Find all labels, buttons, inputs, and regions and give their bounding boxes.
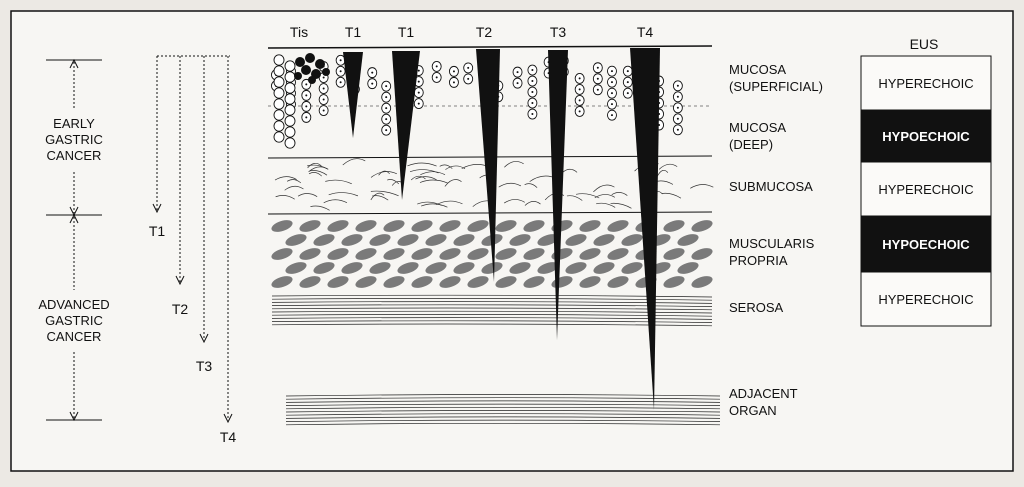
cell-nucleus (371, 72, 373, 74)
cell-nucleus (579, 77, 581, 79)
tumor-label-t1a: T1 (344, 24, 362, 40)
cell-nucleus (418, 92, 420, 94)
cell-nucleus (436, 65, 438, 67)
eus-title: EUS (909, 36, 939, 52)
cell-nucleus (385, 96, 387, 98)
cell-nucleus (611, 92, 613, 94)
cell-nucleus (385, 118, 387, 120)
cell-nucleus (579, 99, 581, 101)
tumor-label-t2: T2 (475, 24, 493, 40)
gland-cell (274, 132, 284, 142)
tumor-label-t4: T4 (636, 24, 654, 40)
cell-nucleus (385, 107, 387, 109)
gland-cell (274, 55, 284, 65)
cell-nucleus (305, 83, 307, 85)
cell-nucleus (453, 70, 455, 72)
cell-nucleus (418, 81, 420, 83)
cell-nucleus (677, 129, 679, 131)
layer-name-4b: PROPRIA (729, 253, 788, 268)
layer-name-5: SEROSA (729, 300, 784, 315)
cell-nucleus (627, 92, 629, 94)
cell-nucleus (305, 105, 307, 107)
layer-name-1b: (SUPERFICIAL) (729, 79, 823, 94)
cell-nucleus (597, 89, 599, 91)
gland-cell (285, 127, 295, 137)
cell-nucleus (436, 76, 438, 78)
cell-nucleus (611, 114, 613, 116)
gland-cell (274, 110, 284, 120)
cell-nucleus (611, 81, 613, 83)
eus-value-2: HYPOECHOIC (882, 129, 970, 144)
advanced-label-2: GASTRIC (45, 313, 103, 328)
cell-nucleus (531, 102, 533, 104)
gland-cell (285, 61, 295, 71)
gland-cell (274, 99, 284, 109)
gland-cell (285, 94, 295, 104)
gland-cell (285, 116, 295, 126)
cell-nucleus (579, 110, 581, 112)
tumor-label-tis: Tis (289, 24, 309, 40)
cell-nucleus (340, 59, 342, 61)
cell-nucleus (517, 82, 519, 84)
cell-nucleus (627, 70, 629, 72)
gland-cell (274, 66, 284, 76)
layer-name-4a: MUSCULARIS (729, 236, 815, 251)
adjacent-name-a: ADJACENT (729, 386, 798, 401)
layer-name-3: SUBMUCOSA (729, 179, 813, 194)
cell-nucleus (677, 118, 679, 120)
depth-label-t3: T3 (195, 358, 213, 374)
cell-nucleus (531, 91, 533, 93)
cell-nucleus (418, 70, 420, 72)
cell-nucleus (579, 88, 581, 90)
cell-nucleus (323, 88, 325, 90)
cell-nucleus (597, 67, 599, 69)
adjacent-name-b: ORGAN (729, 403, 777, 418)
gland-cell (274, 88, 284, 98)
depth-label-t1: T1 (148, 223, 166, 239)
gland-cell (274, 121, 284, 131)
layer-name-1a: MUCOSA (729, 62, 787, 77)
cell-nucleus (323, 77, 325, 79)
gland-cell (285, 72, 295, 82)
depth-label-t4: T4 (219, 429, 237, 445)
cell-nucleus (305, 94, 307, 96)
cell-nucleus (597, 78, 599, 80)
layer-name-2b: (DEEP) (729, 137, 774, 152)
early-label-1: EARLY (53, 116, 95, 131)
gland-cell (274, 77, 284, 87)
advanced-label-1: ADVANCED (38, 297, 110, 312)
advanced-label-3: CANCER (46, 329, 102, 344)
cell-nucleus (453, 81, 455, 83)
cell-nucleus (677, 85, 679, 87)
cell-nucleus (531, 80, 533, 82)
cell-nucleus (627, 81, 629, 83)
eus-value-1: HYPERECHOIC (878, 76, 974, 91)
cell-nucleus (305, 116, 307, 118)
cell-nucleus (611, 70, 613, 72)
eus-value-5: HYPERECHOIC (878, 292, 974, 307)
layer-name-2a: MUCOSA (729, 120, 787, 135)
gland-cell (285, 83, 295, 93)
cell-nucleus (340, 81, 342, 83)
cell-nucleus (677, 96, 679, 98)
early-label-3: CANCER (46, 148, 102, 163)
cell-nucleus (611, 103, 613, 105)
depth-label-t2: T2 (171, 301, 189, 317)
tumor-label-t3: T3 (549, 24, 567, 40)
eus-value-4: HYPOECHOIC (882, 237, 970, 252)
cell-nucleus (531, 113, 533, 115)
cell-nucleus (340, 70, 342, 72)
cell-nucleus (385, 129, 387, 131)
cell-nucleus (371, 83, 373, 85)
cell-nucleus (467, 78, 469, 80)
cell-nucleus (323, 99, 325, 101)
gland-cell (285, 105, 295, 115)
cell-nucleus (677, 107, 679, 109)
gland-cell (285, 138, 295, 148)
cell-nucleus (385, 85, 387, 87)
cell-nucleus (467, 67, 469, 69)
early-label-2: GASTRIC (45, 132, 103, 147)
cell-nucleus (517, 71, 519, 73)
tumor-label-t1b: T1 (397, 24, 415, 40)
cell-nucleus (418, 103, 420, 105)
cell-nucleus (531, 69, 533, 71)
eus-value-3: HYPERECHOIC (878, 182, 974, 197)
cell-nucleus (323, 110, 325, 112)
